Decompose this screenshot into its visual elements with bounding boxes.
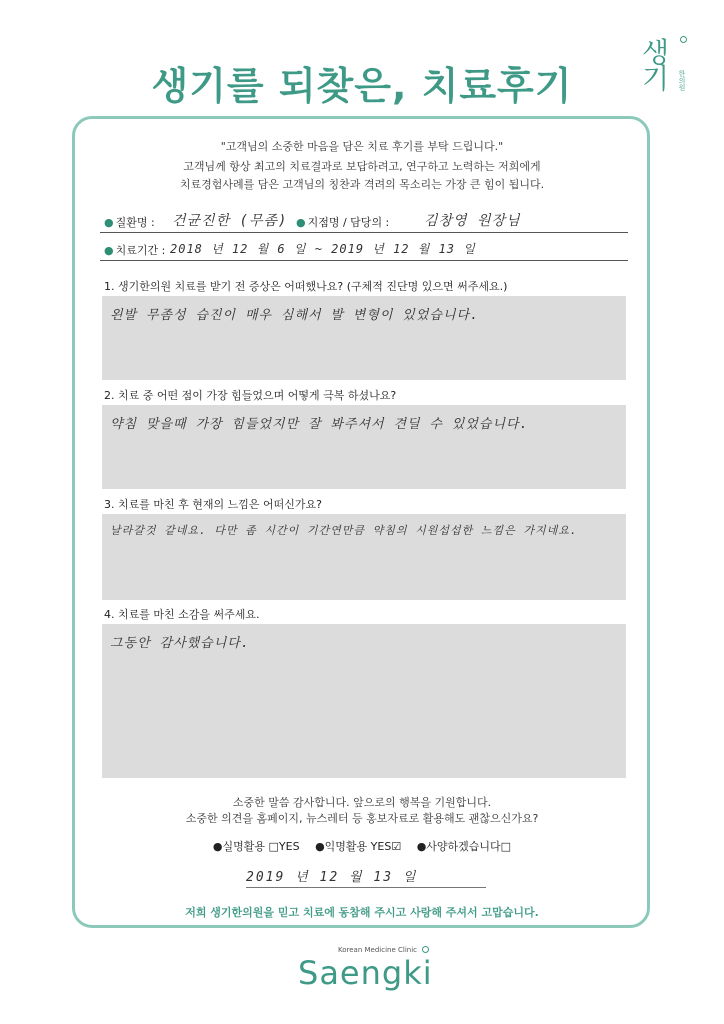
branch-label: ● 지점명 / 담당의 : xyxy=(296,216,390,229)
answer-1: 왼발 무좀성 습진이 매우 심해서 발 변형이 있었습니다. xyxy=(110,308,479,323)
consent-anonymous[interactable]: ●익명활용 YES☑ xyxy=(315,840,402,853)
intro-line-3: 치료경험사례를 담은 고객님의 칭찬과 격려의 목소리는 가장 큰 힘이 됩니다. xyxy=(179,178,545,191)
answer-2: 약침 맞을때 가장 힘들었지만 잘 봐주셔서 견딜 수 있었습니다. xyxy=(110,417,529,432)
intro-line-1: "고객님의 소중한 마음을 담은 치료 후기를 부탁 드립니다." xyxy=(220,140,504,153)
footer-logo-dot-icon xyxy=(422,946,429,953)
question-1: 1. 생기한의원 치료를 받기 전 증상은 어떠했나요? (구체적 진단명 있으면 써주세요.) xyxy=(104,280,508,293)
period-value[interactable]: 2018 년 12 월 6 일 ~ 2019 년 12 월 13 일 xyxy=(170,242,476,256)
answer-box-1[interactable] xyxy=(102,296,626,380)
answer-3: 날라갈것 같네요. 다만 좀 시간이 기간연만큼 약침의 시원섭섭한 느낌은 가지네요. xyxy=(110,524,578,537)
footer-logo: Saengki xyxy=(298,954,433,992)
disease-label: ● 질환명 : xyxy=(104,216,155,229)
page-title: 생기를 되찾은, 치료후기 xyxy=(151,64,573,108)
disease-value[interactable]: 건균진한 (무좀) xyxy=(172,213,288,229)
question-2: 2. 치료 중 어떤 점이 가장 힘들었으며 어떻게 극복 하셨나요? xyxy=(104,389,397,402)
closing-message: 저희 생기한의원을 믿고 치료에 동참해 주시고 사랑해 주셔서 고맙습니다. xyxy=(185,906,539,919)
consent-options xyxy=(0,838,724,854)
bullet-icon: ● xyxy=(296,216,306,229)
period-label: ● 치료기간 : xyxy=(104,244,166,257)
field-row-period xyxy=(100,236,628,261)
brand-logo xyxy=(640,36,692,106)
answer-box-3[interactable] xyxy=(102,514,626,600)
footer-subtitle: Korean Medicine Clinic xyxy=(338,946,418,954)
consent-decline[interactable]: ●사양하겠습니다□ xyxy=(416,840,512,853)
thanks-line-2: 소중한 의견을 홈페이지, 뉴스레터 등 홍보자료로 활용해도 괜찮으신가요? xyxy=(185,812,539,825)
thanks-line-1: 소중한 말씀 감사합니다. 앞으로의 행복을 기원합니다. xyxy=(232,796,492,809)
field-row-disease xyxy=(100,208,628,233)
logo-subtext: 한의원 xyxy=(678,70,686,91)
question-3: 3. 치료를 마친 후 현재의 느낌은 어떠신가요? xyxy=(104,498,322,511)
bullet-icon: ● xyxy=(104,244,114,257)
bullet-icon: ● xyxy=(104,216,114,229)
logo-mark: 생기 xyxy=(642,36,670,95)
consent-real-name[interactable]: ●실명활용 □YES xyxy=(212,840,300,853)
signature-date[interactable]: 2019 년 12 월 13 일 xyxy=(246,866,486,888)
answer-box-4[interactable] xyxy=(102,624,626,778)
question-4: 4. 치료를 마친 소감을 써주세요. xyxy=(104,608,260,621)
branch-value[interactable]: 김창영 원장님 xyxy=(424,213,521,229)
answer-4: 그동안 감사했습니다. xyxy=(110,636,250,651)
answer-box-2[interactable] xyxy=(102,405,626,489)
intro-line-2: 고객님께 항상 최고의 치료결과로 보답하려고, 연구하고 노력하는 저희에게 xyxy=(183,160,541,173)
